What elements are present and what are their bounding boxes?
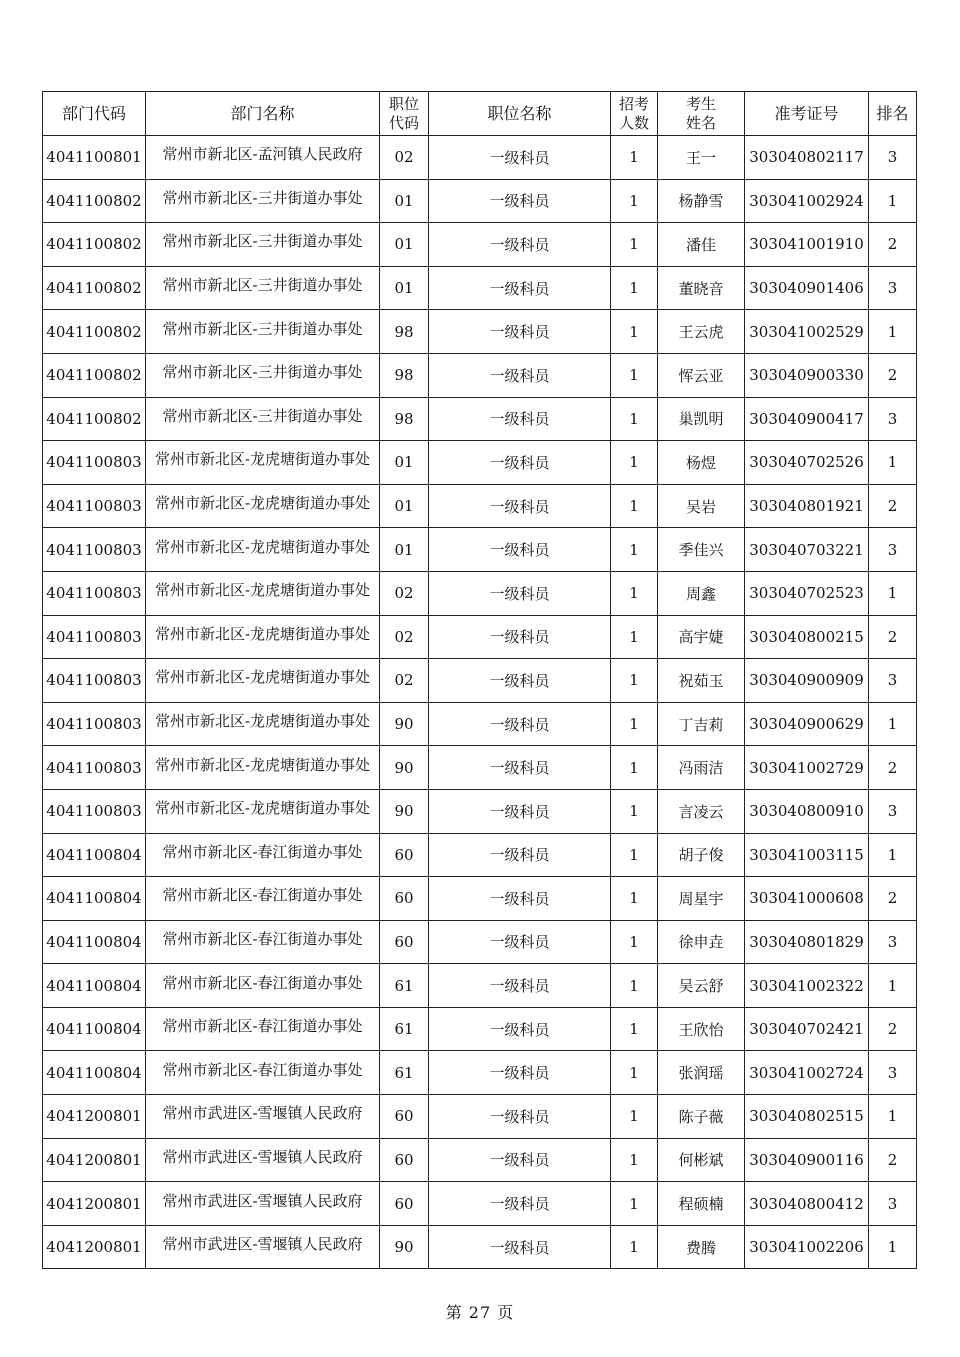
cell-rank: 2 <box>869 484 917 528</box>
cell-pos-name: 一级科员 <box>429 964 611 1008</box>
cell-candidate-name: 丁吉莉 <box>658 702 745 746</box>
dept-name-text: 常州市武进区-雪堰镇人民政府 <box>162 1104 363 1123</box>
cell-dept-code: 4041100803 <box>43 659 146 703</box>
cell-pos-name: 一级科员 <box>429 397 611 441</box>
cell-dept-code: 4041100803 <box>43 571 146 615</box>
cell-quota: 1 <box>611 702 658 746</box>
dept-name-text: 常州市新北区-春江街道办事处 <box>162 1017 363 1036</box>
cell-dept-code: 4041100803 <box>43 789 146 833</box>
cell-pos-code: 01 <box>380 441 429 485</box>
cell-ticket-number: 303040800910 <box>745 789 869 833</box>
cell-pos-name: 一级科员 <box>429 528 611 572</box>
cell-candidate-name: 恽云亚 <box>658 353 745 397</box>
cell-pos-code: 01 <box>380 223 429 267</box>
cell-candidate-name: 张润瑶 <box>658 1051 745 1095</box>
table-row <box>43 1095 917 1139</box>
table-row <box>43 136 917 180</box>
cell-candidate-name: 陈子薇 <box>658 1095 745 1139</box>
cell-quota: 1 <box>611 223 658 267</box>
cell-candidate-name: 潘佳 <box>658 223 745 267</box>
cell-ticket-number: 303041002322 <box>745 964 869 1008</box>
dept-name-text: 常州市武进区-雪堰镇人民政府 <box>162 1235 363 1254</box>
cell-pos-code: 98 <box>380 310 429 354</box>
header-rank: 排名 <box>869 92 917 136</box>
cell-rank: 2 <box>869 615 917 659</box>
cell-quota: 1 <box>611 877 658 921</box>
cell-dept-code: 4041100804 <box>43 920 146 964</box>
cell-pos-code: 60 <box>380 920 429 964</box>
dept-name-text: 常州市新北区-三井街道办事处 <box>162 406 363 425</box>
cell-pos-name: 一级科员 <box>429 1225 611 1269</box>
cell-candidate-name: 王云虎 <box>658 310 745 354</box>
header-pos-name: 职位名称 <box>429 92 611 136</box>
dept-name-text: 常州市新北区-龙虎塘街道办事处 <box>154 668 371 687</box>
cell-rank: 1 <box>869 1095 917 1139</box>
cell-pos-code: 90 <box>380 1225 429 1269</box>
cell-candidate-name: 费腾 <box>658 1225 745 1269</box>
cell-dept-name <box>146 397 380 441</box>
cell-rank: 1 <box>869 179 917 223</box>
cell-pos-name: 一级科员 <box>429 441 611 485</box>
cell-pos-name: 一级科员 <box>429 659 611 703</box>
header-quota: 招考 人数 <box>611 92 658 136</box>
table-body <box>43 136 917 1269</box>
cell-ticket-number: 303040802515 <box>745 1095 869 1139</box>
dept-name-text: 常州市武进区-雪堰镇人民政府 <box>162 1147 363 1166</box>
cell-candidate-name: 周星宇 <box>658 877 745 921</box>
cell-ticket-number: 303041002206 <box>745 1225 869 1269</box>
table-row <box>43 223 917 267</box>
cell-dept-name <box>146 659 380 703</box>
cell-ticket-number: 303040900330 <box>745 353 869 397</box>
cell-dept-name <box>146 1095 380 1139</box>
cell-quota: 1 <box>611 659 658 703</box>
cell-dept-code: 4041200801 <box>43 1095 146 1139</box>
cell-pos-code: 60 <box>380 833 429 877</box>
cell-dept-name <box>146 615 380 659</box>
exam-results-table <box>42 91 917 1269</box>
cell-pos-name: 一级科员 <box>429 484 611 528</box>
cell-quota: 1 <box>611 484 658 528</box>
cell-pos-name: 一级科员 <box>429 310 611 354</box>
cell-rank: 1 <box>869 964 917 1008</box>
dept-name-text: 常州市新北区-龙虎塘街道办事处 <box>154 537 371 556</box>
cell-pos-code: 02 <box>380 571 429 615</box>
cell-rank: 1 <box>869 571 917 615</box>
cell-dept-code: 4041200801 <box>43 1225 146 1269</box>
dept-name-text: 常州市新北区-春江街道办事处 <box>162 842 363 861</box>
cell-rank: 1 <box>869 833 917 877</box>
table-row <box>43 397 917 441</box>
cell-pos-code: 60 <box>380 1182 429 1226</box>
cell-pos-code: 61 <box>380 964 429 1008</box>
dept-name-text: 常州市新北区-龙虎塘街道办事处 <box>154 581 371 600</box>
dept-name-text: 常州市新北区-春江街道办事处 <box>162 929 363 948</box>
cell-rank: 1 <box>869 441 917 485</box>
cell-dept-name <box>146 877 380 921</box>
cell-ticket-number: 303040800412 <box>745 1182 869 1226</box>
cell-pos-name: 一级科员 <box>429 877 611 921</box>
cell-dept-code: 4041100804 <box>43 833 146 877</box>
cell-pos-code: 60 <box>380 1095 429 1139</box>
cell-dept-name <box>146 484 380 528</box>
cell-pos-code: 90 <box>380 702 429 746</box>
dept-name-text: 常州市新北区-龙虎塘街道办事处 <box>154 624 371 643</box>
cell-candidate-name: 董晓音 <box>658 266 745 310</box>
cell-dept-name <box>146 528 380 572</box>
table-row <box>43 833 917 877</box>
cell-dept-name <box>146 1138 380 1182</box>
cell-pos-name: 一级科员 <box>429 833 611 877</box>
cell-rank: 3 <box>869 528 917 572</box>
table-row <box>43 1051 917 1095</box>
cell-quota: 1 <box>611 789 658 833</box>
dept-name-text: 常州市新北区-三井街道办事处 <box>162 319 363 338</box>
cell-candidate-name: 杨静雪 <box>658 179 745 223</box>
cell-ticket-number: 303040800215 <box>745 615 869 659</box>
cell-rank: 2 <box>869 877 917 921</box>
cell-quota: 1 <box>611 1182 658 1226</box>
cell-rank: 3 <box>869 659 917 703</box>
cell-quota: 1 <box>611 1225 658 1269</box>
cell-pos-code: 02 <box>380 615 429 659</box>
cell-ticket-number: 303040801829 <box>745 920 869 964</box>
cell-rank: 2 <box>869 223 917 267</box>
cell-quota: 1 <box>611 1051 658 1095</box>
cell-quota: 1 <box>611 1007 658 1051</box>
cell-quota: 1 <box>611 833 658 877</box>
cell-pos-code: 61 <box>380 1007 429 1051</box>
cell-dept-code: 4041100803 <box>43 702 146 746</box>
cell-rank: 1 <box>869 310 917 354</box>
table-header-row <box>43 92 917 136</box>
table-row <box>43 441 917 485</box>
table-row <box>43 920 917 964</box>
cell-ticket-number: 303040702526 <box>745 441 869 485</box>
table-row <box>43 702 917 746</box>
table-row <box>43 746 917 790</box>
cell-candidate-name: 周鑫 <box>658 571 745 615</box>
table-row <box>43 964 917 1008</box>
cell-dept-name <box>146 746 380 790</box>
cell-dept-code: 4041100804 <box>43 877 146 921</box>
cell-ticket-number: 303041001910 <box>745 223 869 267</box>
cell-rank: 2 <box>869 746 917 790</box>
cell-dept-code: 4041100802 <box>43 179 146 223</box>
cell-dept-code: 4041100802 <box>43 223 146 267</box>
header-ticket-number: 准考证号 <box>745 92 869 136</box>
cell-ticket-number: 303040900909 <box>745 659 869 703</box>
cell-pos-code: 01 <box>380 266 429 310</box>
cell-ticket-number: 303040900417 <box>745 397 869 441</box>
cell-dept-code: 4041100802 <box>43 397 146 441</box>
table-row <box>43 310 917 354</box>
cell-dept-name <box>146 1182 380 1226</box>
cell-ticket-number: 303041000608 <box>745 877 869 921</box>
cell-quota: 1 <box>611 310 658 354</box>
cell-pos-name: 一级科员 <box>429 1051 611 1095</box>
cell-rank: 1 <box>869 1225 917 1269</box>
cell-rank: 1 <box>869 702 917 746</box>
cell-pos-name: 一级科员 <box>429 1095 611 1139</box>
cell-pos-code: 01 <box>380 179 429 223</box>
header-dept-name: 部门名称 <box>146 92 380 136</box>
cell-pos-name: 一级科员 <box>429 223 611 267</box>
cell-rank: 3 <box>869 1182 917 1226</box>
cell-rank: 3 <box>869 920 917 964</box>
cell-dept-name <box>146 441 380 485</box>
cell-pos-name: 一级科员 <box>429 702 611 746</box>
cell-dept-code: 4041100804 <box>43 1051 146 1095</box>
cell-pos-code: 60 <box>380 1138 429 1182</box>
cell-pos-name: 一级科员 <box>429 571 611 615</box>
cell-quota: 1 <box>611 353 658 397</box>
cell-candidate-name: 巢凯明 <box>658 397 745 441</box>
cell-dept-name <box>146 136 380 180</box>
cell-pos-code: 02 <box>380 136 429 180</box>
dept-name-text: 常州市新北区-三井街道办事处 <box>162 363 363 382</box>
dept-name-text: 常州市新北区-龙虎塘街道办事处 <box>154 712 371 731</box>
page-number: 第 27 页 <box>445 1303 515 1322</box>
cell-candidate-name: 程硕楠 <box>658 1182 745 1226</box>
cell-dept-name <box>146 920 380 964</box>
cell-dept-code: 4041100803 <box>43 746 146 790</box>
cell-pos-code: 61 <box>380 1051 429 1095</box>
cell-candidate-name: 吴岩 <box>658 484 745 528</box>
cell-ticket-number: 303041002529 <box>745 310 869 354</box>
cell-candidate-name: 王欣怡 <box>658 1007 745 1051</box>
cell-dept-name <box>146 1051 380 1095</box>
dept-name-text: 常州市新北区-三井街道办事处 <box>162 276 363 295</box>
cell-candidate-name: 杨煜 <box>658 441 745 485</box>
table-row <box>43 1225 917 1269</box>
dept-name-text: 常州市新北区-春江街道办事处 <box>162 973 363 992</box>
cell-dept-name <box>146 789 380 833</box>
cell-pos-name: 一级科员 <box>429 266 611 310</box>
table-row <box>43 528 917 572</box>
table-row <box>43 353 917 397</box>
cell-dept-code: 4041100801 <box>43 136 146 180</box>
cell-ticket-number: 303040702523 <box>745 571 869 615</box>
table-row <box>43 1138 917 1182</box>
cell-ticket-number: 303040702421 <box>745 1007 869 1051</box>
cell-candidate-name: 徐申垚 <box>658 920 745 964</box>
cell-ticket-number: 303040801921 <box>745 484 869 528</box>
cell-candidate-name: 冯雨洁 <box>658 746 745 790</box>
cell-pos-code: 01 <box>380 484 429 528</box>
cell-pos-code: 98 <box>380 397 429 441</box>
cell-quota: 1 <box>611 964 658 1008</box>
cell-dept-name <box>146 1007 380 1051</box>
cell-rank: 3 <box>869 397 917 441</box>
cell-ticket-number: 303041002729 <box>745 746 869 790</box>
cell-dept-code: 4041100803 <box>43 528 146 572</box>
cell-pos-code: 01 <box>380 528 429 572</box>
header-candidate-name: 考生 姓名 <box>658 92 745 136</box>
cell-candidate-name: 胡子俊 <box>658 833 745 877</box>
dept-name-text: 常州市新北区-龙虎塘街道办事处 <box>154 799 371 818</box>
dept-name-text: 常州市新北区-孟河镇人民政府 <box>162 145 363 164</box>
table-row <box>43 877 917 921</box>
table-row <box>43 266 917 310</box>
cell-candidate-name: 季佳兴 <box>658 528 745 572</box>
cell-rank: 3 <box>869 136 917 180</box>
cell-rank: 2 <box>869 353 917 397</box>
table-row <box>43 1182 917 1226</box>
cell-pos-name: 一级科员 <box>429 353 611 397</box>
cell-candidate-name: 高宇婕 <box>658 615 745 659</box>
cell-rank: 2 <box>869 1138 917 1182</box>
cell-pos-code: 98 <box>380 353 429 397</box>
cell-candidate-name: 言凌云 <box>658 789 745 833</box>
cell-quota: 1 <box>611 179 658 223</box>
cell-pos-name: 一级科员 <box>429 1182 611 1226</box>
cell-quota: 1 <box>611 1138 658 1182</box>
dept-name-text: 常州市新北区-龙虎塘街道办事处 <box>154 755 371 774</box>
cell-quota: 1 <box>611 136 658 180</box>
cell-pos-name: 一级科员 <box>429 746 611 790</box>
cell-dept-code: 4041100803 <box>43 484 146 528</box>
cell-pos-name: 一级科员 <box>429 179 611 223</box>
cell-dept-code: 4041100802 <box>43 353 146 397</box>
cell-dept-code: 4041100804 <box>43 1007 146 1051</box>
dept-name-text: 常州市新北区-春江街道办事处 <box>162 886 363 905</box>
cell-quota: 1 <box>611 528 658 572</box>
cell-ticket-number: 303040900116 <box>745 1138 869 1182</box>
cell-rank: 3 <box>869 789 917 833</box>
cell-ticket-number: 303040900629 <box>745 702 869 746</box>
cell-candidate-name: 吴云舒 <box>658 964 745 1008</box>
cell-ticket-number: 303041002924 <box>745 179 869 223</box>
dept-name-text: 常州市新北区-龙虎塘街道办事处 <box>154 450 371 469</box>
cell-quota: 1 <box>611 615 658 659</box>
cell-dept-code: 4041200801 <box>43 1182 146 1226</box>
cell-dept-code: 4041100803 <box>43 441 146 485</box>
table-row <box>43 1007 917 1051</box>
cell-dept-code: 4041100803 <box>43 615 146 659</box>
cell-dept-name <box>146 964 380 1008</box>
table-row <box>43 484 917 528</box>
cell-candidate-name: 祝茹玉 <box>658 659 745 703</box>
cell-pos-name: 一级科员 <box>429 615 611 659</box>
cell-dept-code: 4041200801 <box>43 1138 146 1182</box>
cell-dept-code: 4041100802 <box>43 266 146 310</box>
cell-quota: 1 <box>611 920 658 964</box>
cell-candidate-name: 王一 <box>658 136 745 180</box>
cell-dept-name <box>146 1225 380 1269</box>
dept-name-text: 常州市新北区-三井街道办事处 <box>162 188 363 207</box>
header-dept-code: 部门代码 <box>43 92 146 136</box>
cell-dept-name <box>146 179 380 223</box>
cell-quota: 1 <box>611 746 658 790</box>
cell-pos-code: 90 <box>380 789 429 833</box>
cell-rank: 3 <box>869 1051 917 1095</box>
table-row <box>43 615 917 659</box>
cell-rank: 2 <box>869 1007 917 1051</box>
dept-name-text: 常州市武进区-雪堰镇人民政府 <box>162 1191 363 1210</box>
cell-dept-name <box>146 266 380 310</box>
cell-ticket-number: 303040703221 <box>745 528 869 572</box>
cell-dept-name <box>146 310 380 354</box>
table-row <box>43 571 917 615</box>
cell-dept-name <box>146 833 380 877</box>
table-row <box>43 179 917 223</box>
header-pos-code: 职位 代码 <box>380 92 429 136</box>
cell-rank: 3 <box>869 266 917 310</box>
cell-dept-code: 4041100802 <box>43 310 146 354</box>
dept-name-text: 常州市新北区-三井街道办事处 <box>162 232 363 251</box>
cell-quota: 1 <box>611 441 658 485</box>
table-row <box>43 659 917 703</box>
cell-pos-name: 一级科员 <box>429 1138 611 1182</box>
cell-ticket-number: 303040901406 <box>745 266 869 310</box>
cell-pos-name: 一级科员 <box>429 920 611 964</box>
dept-name-text: 常州市新北区-龙虎塘街道办事处 <box>154 494 371 513</box>
dept-name-text: 常州市新北区-春江街道办事处 <box>162 1060 363 1079</box>
cell-pos-name: 一级科员 <box>429 1007 611 1051</box>
cell-quota: 1 <box>611 1095 658 1139</box>
cell-pos-code: 90 <box>380 746 429 790</box>
cell-ticket-number: 303041002724 <box>745 1051 869 1095</box>
cell-pos-code: 60 <box>380 877 429 921</box>
cell-dept-code: 4041100804 <box>43 964 146 1008</box>
cell-dept-name <box>146 702 380 746</box>
cell-pos-code: 02 <box>380 659 429 703</box>
cell-ticket-number: 303041003115 <box>745 833 869 877</box>
cell-quota: 1 <box>611 266 658 310</box>
cell-pos-name: 一级科员 <box>429 789 611 833</box>
cell-quota: 1 <box>611 397 658 441</box>
table-row <box>43 789 917 833</box>
cell-pos-name: 一级科员 <box>429 136 611 180</box>
cell-quota: 1 <box>611 571 658 615</box>
cell-dept-name <box>146 571 380 615</box>
cell-dept-name <box>146 223 380 267</box>
cell-candidate-name: 何彬斌 <box>658 1138 745 1182</box>
cell-dept-name <box>146 353 380 397</box>
cell-ticket-number: 303040802117 <box>745 136 869 180</box>
